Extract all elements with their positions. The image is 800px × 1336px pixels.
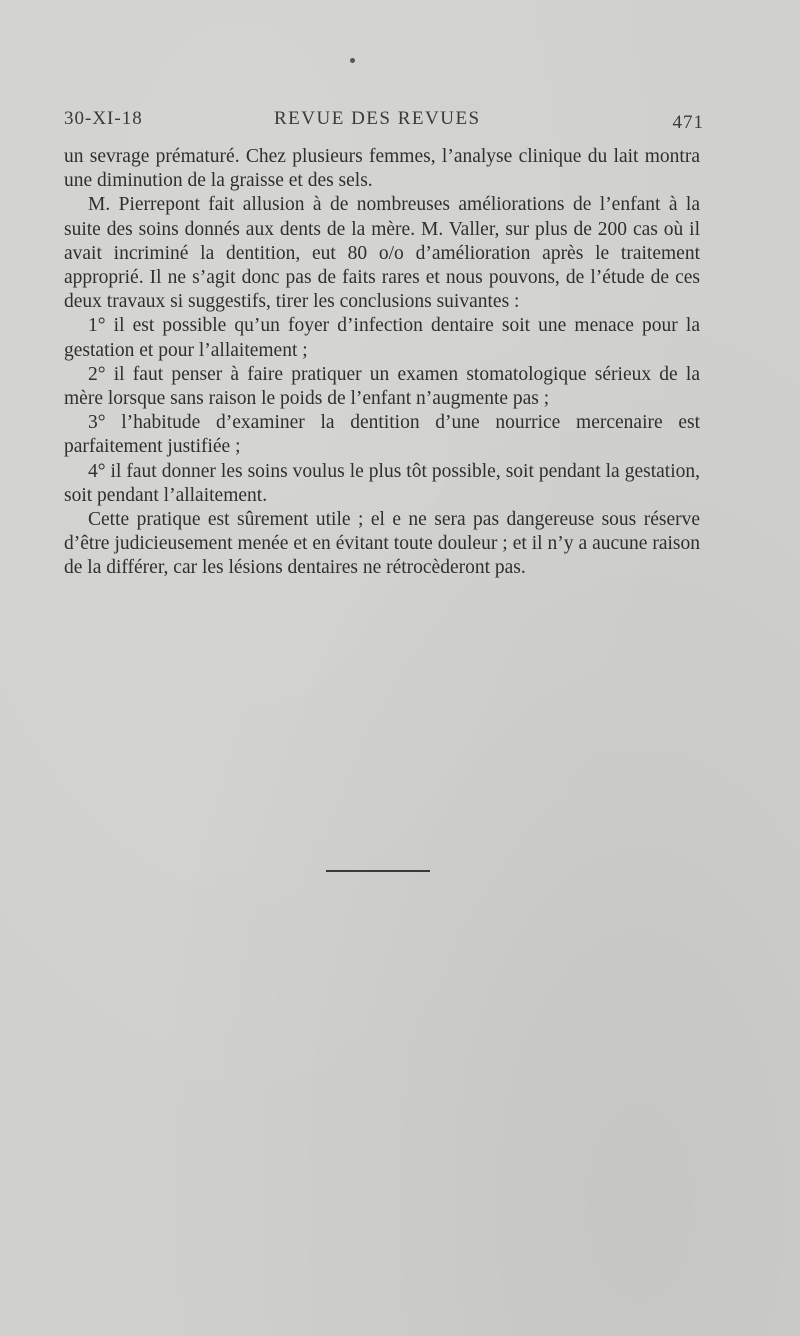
section-end-rule [326, 870, 430, 872]
journal-title: REVUE DES REVUES [274, 108, 481, 129]
conclusion-item-1: 1° il est possible qu’un foyer d’infection dentaire soit une menace pour la gestation et pour l’allaitement ; [64, 315, 700, 361]
paragraph-continuation: un sevrage prématuré. Chez plusieurs femmes, l’analyse clinique du lait montra une diminution de la graisse et des sels. [64, 146, 700, 192]
paragraph-closing: Cette pratique est sûrement utile ; el e ne sera pas dangereuse sous réserve d’être judicieusement menée et en évitant toute douleur ; et il n’y a aucune raison de la différer, car les lésions dentaires ne rétrocèderont pas. [64, 509, 700, 579]
paragraph-pierrepont: M. Pierrepont fait allusion à de nombreuses améliorations de l’enfant à la suite des soins donnés aux dents de la mère. M. Valler, sur plus de 200 cas où il avait incriminé la dentition, eut 80 o/o d’amélioration après le traitement approprié. Il ne s’agit donc pas de faits rares et nous pouvons, de l’étude de ces deux travaux si suggestifs, tirer les conclusions suivantes : [64, 194, 700, 313]
conclusion-item-4: 4° il faut donner les soins voulus le plus tôt possible, soit pendant la gestation, soit pendant l’allaitement. [64, 460, 700, 506]
ink-dot [350, 58, 355, 63]
article-body [64, 145, 700, 581]
page-number: 471 [672, 112, 704, 133]
issue-date: 30-XI-18 [64, 108, 143, 129]
conclusion-item-2: 2° il faut penser à faire pratiquer un examen stomatologique sérieux de la mère lorsque sans raison le poids de l’enfant n’augmente pas ; [64, 363, 700, 410]
conclusion-item-3: 3° l’habitude d’examiner la dentition d’une nourrice mercenaire est parfaitement justifiée ; [64, 412, 700, 458]
running-head [64, 108, 704, 138]
